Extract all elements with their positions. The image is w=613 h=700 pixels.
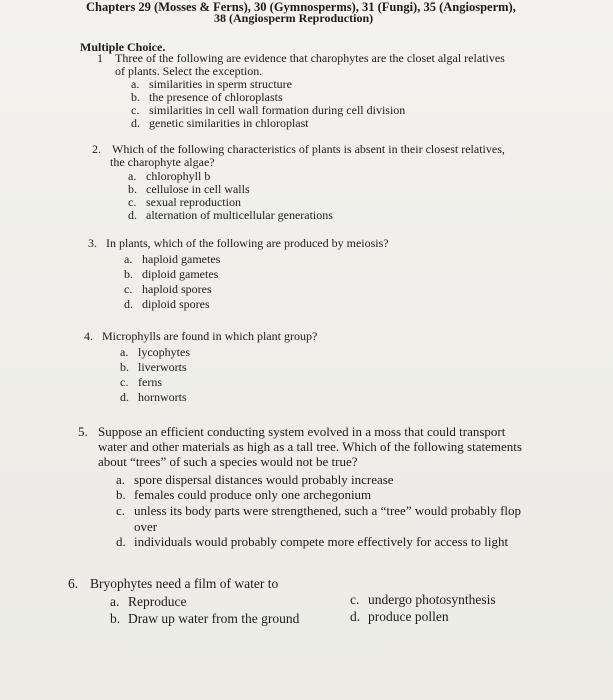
question-stem-line: of plants. Select the exception. bbox=[115, 64, 263, 78]
option-a: a. chlorophyll b bbox=[128, 169, 211, 183]
option-d: d. genetic similarities in chloroplast bbox=[131, 116, 309, 130]
chapter-subheader: 38 (Angiosperm Reproduction) bbox=[214, 11, 374, 25]
chapter-header: Chapters 29 (Mosses & Ferns), 30 (Gymnosperms), 31 (Fungi), 35 (Angiosperm), bbox=[86, 0, 516, 14]
option-d: d. individuals would probably compete more effectively for access to light bbox=[116, 534, 509, 549]
option-d: d. hornworts bbox=[120, 390, 187, 404]
option-c: c. ferns bbox=[120, 375, 162, 389]
option-c: c. undergo photosynthesis bbox=[350, 592, 496, 607]
option-b: b. the presence of chloroplasts bbox=[131, 90, 283, 104]
question-number: 1 bbox=[97, 51, 103, 65]
option-c: c. unless its body parts were strengthened, such a “tree” would probably flop bbox=[116, 503, 522, 518]
question-stem-line: Three of the following are evidence that charophytes are the closet algal relatives bbox=[115, 51, 505, 65]
option-a: a. lycophytes bbox=[120, 345, 190, 359]
option-c: c. haploid spores bbox=[124, 282, 212, 296]
option-b: b. Draw up water from the ground bbox=[110, 611, 300, 626]
question-stem-line: In plants, which of the following are produced by meiosis? bbox=[106, 236, 389, 250]
question-number: 3. bbox=[88, 236, 97, 250]
question-stem-line: Suppose an efficient conducting system evolved in a moss that could transport bbox=[98, 424, 506, 439]
question-stem-line: Bryophytes need a film of water to bbox=[90, 576, 279, 591]
question-number: 4. bbox=[84, 329, 93, 343]
option-d: d. diploid spores bbox=[124, 297, 210, 311]
option-d: d. produce pollen bbox=[350, 609, 449, 624]
question-stem-line: Microphylls are found in which plant group? bbox=[102, 329, 318, 343]
option-a: a. similarities in sperm structure bbox=[131, 77, 292, 91]
option-c-continued: over bbox=[134, 519, 158, 534]
question-stem-line: Which of the following characteristics of plants is absent in their closest relatives, bbox=[112, 142, 505, 156]
question-number: 2. bbox=[92, 142, 101, 156]
option-c: c. sexual reproduction bbox=[128, 195, 241, 209]
option-b: b. females could produce only one archegonium bbox=[116, 487, 372, 502]
option-d: d. alternation of multicellular generations bbox=[128, 208, 333, 222]
question-number: 6. bbox=[68, 576, 79, 591]
question-stem-line: water and other materials as high as a tall tree. Which of the following statements bbox=[98, 439, 522, 454]
option-b: b. liverworts bbox=[120, 360, 187, 374]
question-number: 5. bbox=[78, 424, 88, 439]
option-a: a. haploid gametes bbox=[124, 252, 221, 266]
section-title: Multiple Choice. bbox=[80, 40, 166, 54]
option-a: a. Reproduce bbox=[110, 594, 187, 609]
option-b: b. cellulose in cell walls bbox=[128, 182, 250, 196]
question-stem-line: about “trees” of such a species would not be true? bbox=[98, 454, 358, 469]
option-b: b. diploid gametes bbox=[124, 267, 219, 281]
question-stem-line: the charophyte algae? bbox=[110, 155, 215, 169]
option-a: a. spore dispersal distances would probably increase bbox=[116, 472, 394, 487]
option-c: c. similarities in cell wall formation during cell division bbox=[131, 103, 406, 117]
